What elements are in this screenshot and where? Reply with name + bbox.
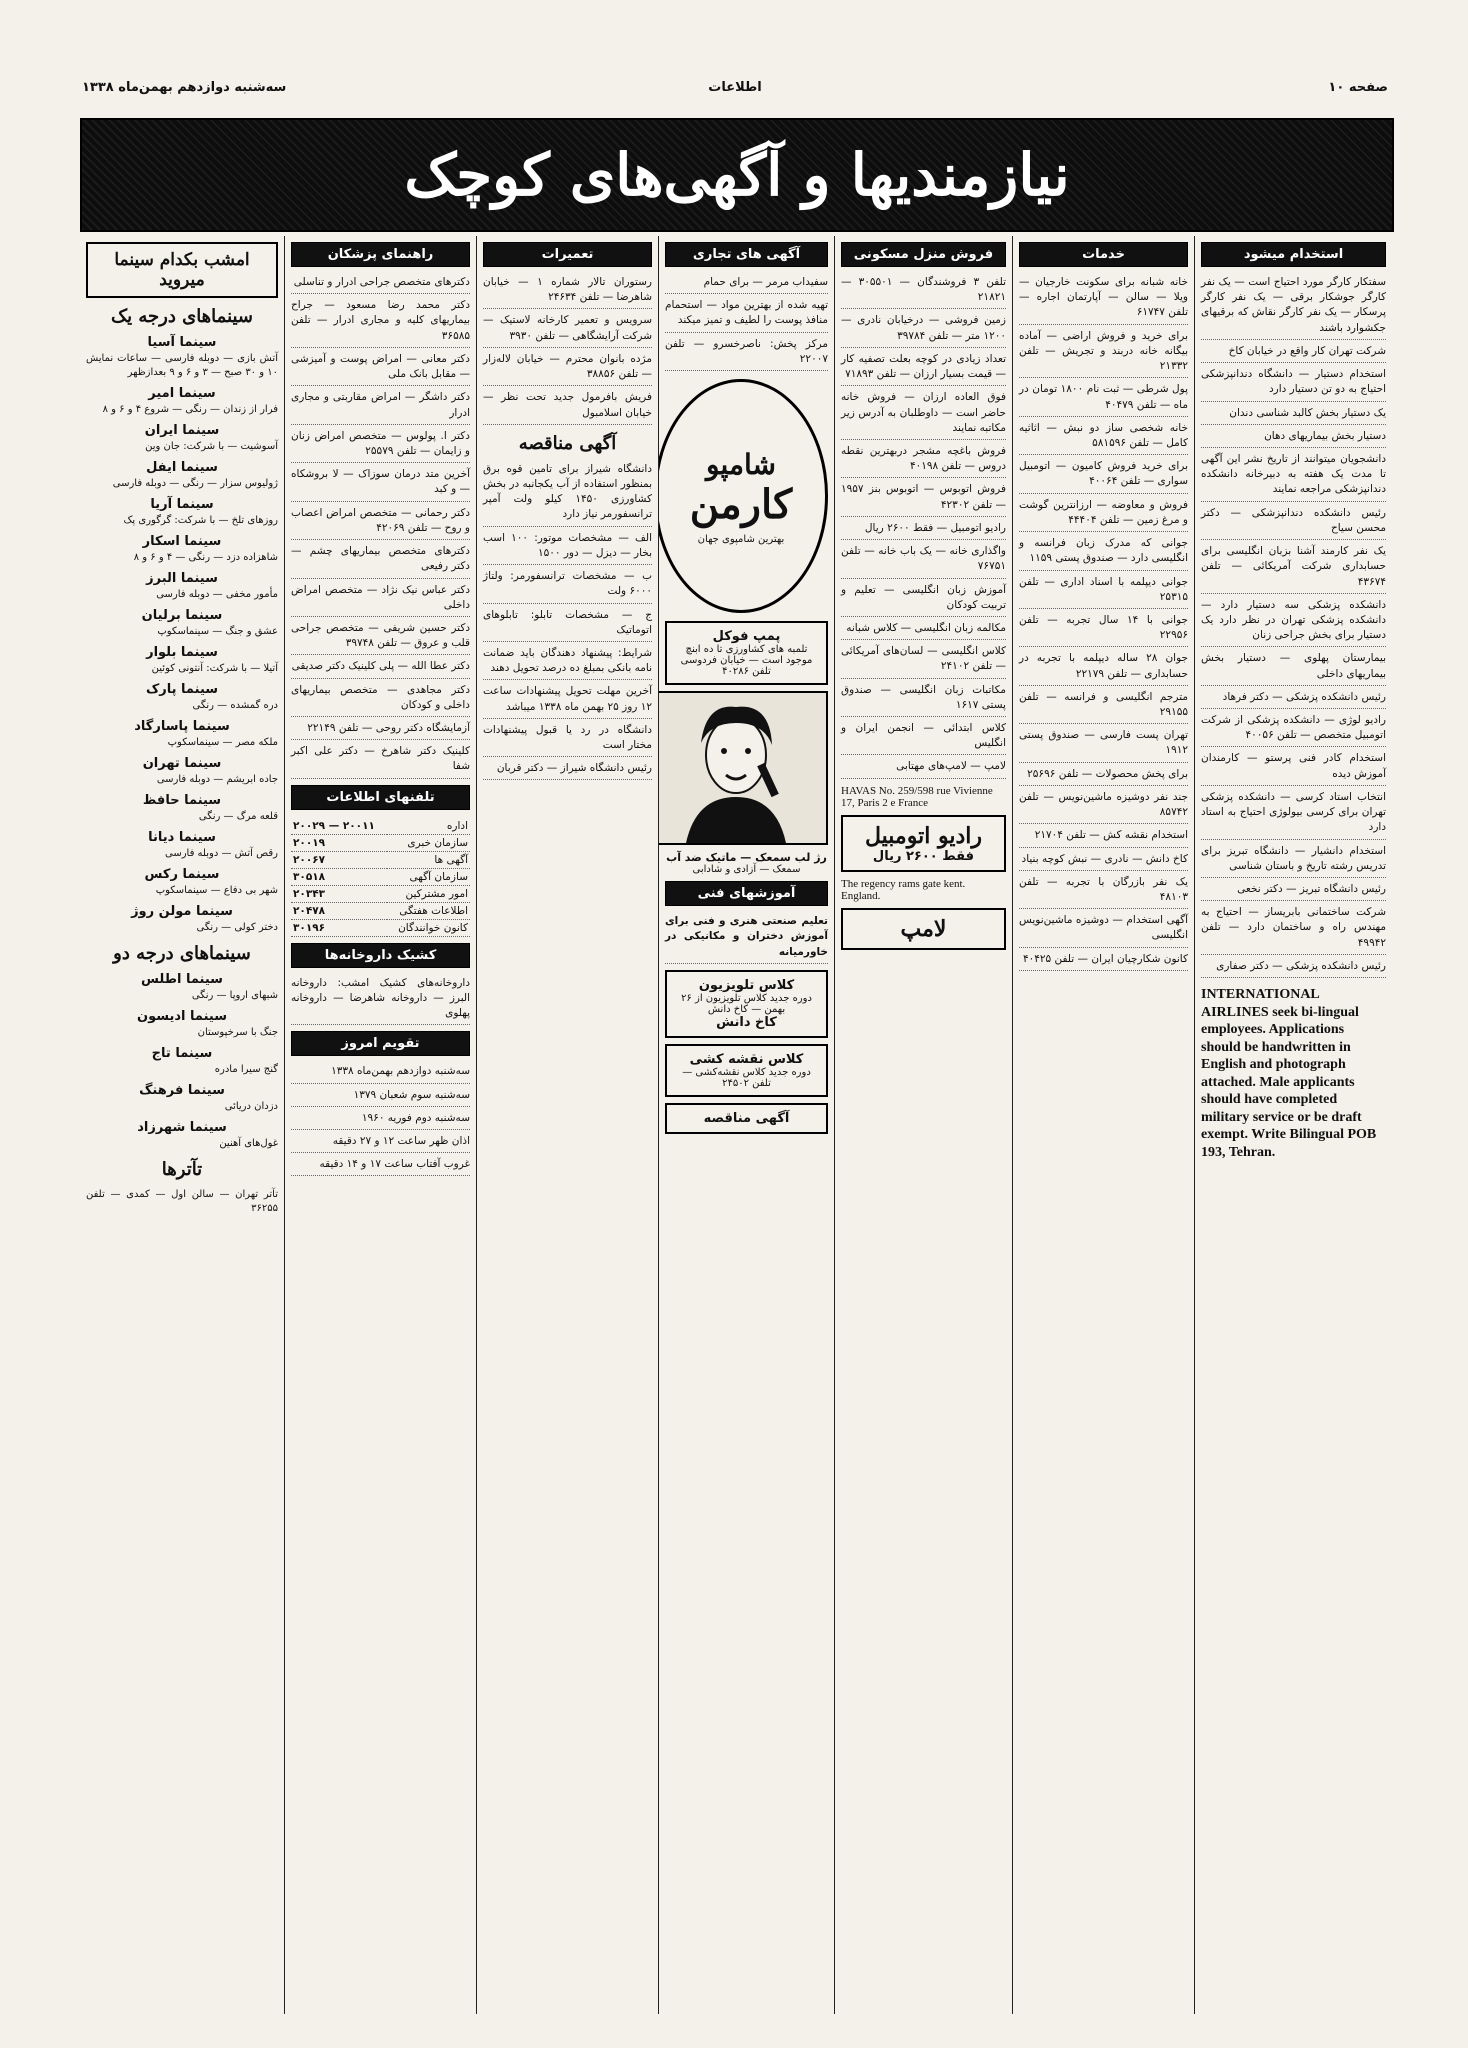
lipstick-ad-tagline: سمعک — آزادی و شادابی — [692, 864, 801, 876]
classified-item: فروش اتوبوس — اتوبوس بنز ۱۹۵۷ — تلفن ۴۲۳۰۲ — [841, 482, 1006, 516]
phone-label: کانون خوانندگان — [387, 919, 470, 936]
phone-label: اطلاعات هفتگی — [387, 902, 470, 919]
classified-item: انتخاب استاد کرسی — دانشکده پزشکی تهران برای کرسی بیولوژی احتیاج به استاد دارد — [1201, 790, 1386, 840]
classified-item: آزمایشگاه دکتر روحی — تلفن ۲۲۱۴۹ — [291, 721, 470, 740]
radio-ad — [841, 815, 1006, 872]
classified-item: رئیس دانشکده پزشکی — دکتر صفاری — [1201, 959, 1386, 978]
classified-item: شرکت تهران کار واقع در خیابان کاخ — [1201, 344, 1386, 363]
classified-item: کانون شکارچیان ایران — تلفن ۴۰۴۲۵ — [1019, 952, 1188, 971]
cinema-name: سینما مولن روژ — [131, 904, 233, 919]
banner-title: نیازمندیها و آگهی‌های کوچک — [404, 141, 1070, 209]
cinema-showtimes: آتیلا — با شرکت: آنتونی کوئین — [151, 663, 278, 674]
english-ad: INTERNATIONAL AIRLINES seek bi-lingual employees. Applications should be handwritten in English and photograph attached. Male applicants should have completed military service or be draft exempt. Write Bilingual POB 193, Tehran. — [1201, 987, 1377, 1160]
phones-table-body — [291, 818, 470, 937]
column-heading: آگهی های تجاری — [665, 242, 828, 267]
second-class-heading: سینماهای درجه دو — [113, 943, 251, 964]
cinema-showtimes: دره گمشده — رنگی — [192, 700, 278, 711]
cinema-list — [86, 335, 278, 935]
cinema-showtimes: جاده ابریشم — دوبله فارسی — [156, 774, 278, 785]
classified-item: دکتر مجاهدی — متخصص بیماریهای داخلی و کودکان — [291, 683, 470, 717]
pump-ad-title: پمپ فوکل — [712, 629, 781, 645]
cinema-showtimes: جنگ با سرخپوستان — [197, 1027, 278, 1038]
cinema-name: سینما ادیسون — [136, 1009, 227, 1024]
training-heading: آموزشهای فنی — [665, 881, 828, 906]
phone-number: ۳۰۵۱۸ — [291, 868, 387, 885]
classified-item: رئیس دانشگاه تبریز — دکتر نخعی — [1201, 882, 1386, 901]
classified-item: شرایط: پیشنهاد دهندگان باید ضمانت نامه بانکی بمبلغ ده درصد تحویل دهند — [483, 646, 652, 680]
pump-ad-text: تلمبه های کشاورزی تا ده ابنچ موجود است — خیابان فردوسی — [680, 644, 813, 667]
column-heading: راهنمای پزشکان — [291, 242, 470, 267]
cinema-showtimes: شاهزاده دزد — رنگی — ۴ و ۶ و ۸ — [133, 552, 278, 563]
classified-item: ج — مشخصات تابلو: تابلوهای اتوماتیک — [483, 608, 652, 642]
cinema-name: سینما ایفل — [146, 460, 218, 475]
classified-item: تعداد زیادی در کوچه بعلت تصفیه کار — قیمت بسیار ارزان — تلفن ۷۱۸۹۳ — [841, 352, 1006, 386]
classified-item: کلینیک دکتر شاهرخ — دکتر علی اکبر شفا — [291, 744, 470, 778]
cinema-name: سینما برلیان — [141, 608, 223, 623]
phone-number: ۲۰۴۷۸ — [291, 902, 387, 919]
cinema-name: سینما رکس — [144, 867, 220, 882]
cinema-name: سینما فرهنگ — [139, 1083, 225, 1098]
paper-name: اطلاعات — [708, 79, 762, 95]
cinema-showtimes: رقص آتش — دوبله فارسی — [165, 848, 278, 859]
phone-row — [291, 919, 470, 936]
classified-item: رئیس دانشکده دندانپزشکی — دکتر محسن سیاح — [1201, 506, 1386, 540]
classified-item: شرکت ساختمانی بابریساز — احتیاج به مهندس راه و ساختمان دارد — تلفن ۴۹۹۴۲ — [1201, 905, 1386, 955]
cinema-name: سینما پارک — [145, 682, 219, 697]
classified-item: آگهی استخدام — دوشیزه ماشین‌نویس انگلیسی — [1019, 913, 1188, 947]
phone-label: اداره — [387, 818, 470, 835]
classified-item: سفیداب مرمر — برای حمام — [665, 275, 828, 294]
classified-item: خانه شبانه برای سکونت خارجیان — ویلا — سالن — آپارتمان اجاره — تلفن ۶۱۷۴۷ — [1019, 275, 1188, 325]
column-items — [291, 275, 470, 779]
cinema-showtimes: عشق و جنگ — سینماسکوپ — [157, 626, 278, 637]
column-cinemas — [80, 236, 284, 2014]
classified-item: سرویس و تعمیر کارخانه لاستیک — شرکت آرایشگاهی — تلفن ۳۹۳۰ — [483, 313, 652, 347]
classified-item: برای خرید فروش کامیون — اتومبیل سواری — تلفن ۴۰۰۶۴ — [1019, 459, 1188, 493]
cinema-showtimes: روزهای تلخ — با شرکت: گرگوری پک — [123, 515, 278, 526]
shampoo-word: شامپو — [706, 447, 776, 481]
classified-item: سه‌شنبه دوازدهم بهمن‌ماه ۱۳۳۸ — [291, 1064, 470, 1083]
cinema-showtimes: گنج سیرا مادره — [214, 1064, 278, 1075]
phone-number: ۲۰۰۲۹ — ۲۰۰۱۱ — [291, 818, 387, 835]
classified-item: الف — مشخصات موتور: ۱۰۰ اسب بخار — دیزل — دور ۱۵۰۰ — [483, 531, 652, 565]
cinema-showtimes: آسوشیت — با شرکت: جان وین — [145, 441, 278, 452]
classified-item: فروش و معاوضه — ارزانترین گوشت و مرغ زمین — تلفن ۴۴۴۰۴ — [1019, 498, 1188, 532]
issue-date: سه‌شنبه دوازدهم بهمن‌ماه ۱۳۳۸ — [82, 79, 287, 95]
calendar-items — [291, 1064, 470, 1176]
phone-row — [291, 834, 470, 851]
columns-container — [80, 236, 1392, 2014]
phones-heading: تلفنهای اطلاعات — [291, 785, 470, 810]
woman-portrait-icon — [658, 693, 826, 843]
pump-ad — [665, 621, 828, 685]
cinema-name: سینما تاج — [151, 1046, 213, 1061]
classified-item: دکترهای متخصص جراحی ادرار و تناسلی — [291, 275, 470, 294]
classified-item: جوانی دیپلمه با اسناد اداری — تلفن ۲۵۳۱۵ — [1019, 575, 1188, 609]
classified-item: مرکز پخش: ناصرخسرو — تلفن ۲۲۰۰۷ — [665, 337, 828, 371]
classified-item: رئیس دانشکده پزشکی — دکتر فرهاد — [1201, 690, 1386, 709]
mapping-class-ad — [665, 1044, 828, 1097]
column-tender — [476, 236, 658, 2014]
regency-address: The regency rams gate kent. England. — [841, 877, 966, 902]
classified-item: دکتر معانی — امراض پوست و آمیزشی — مقابل بانک ملی — [291, 352, 470, 386]
column-heading: خدمات — [1019, 242, 1188, 267]
phone-row — [291, 902, 470, 919]
classified-item: جوان ۲۸ ساله دیپلمه با تجربه در حسابداری — تلفن ۲۲۱۷۹ — [1019, 651, 1188, 685]
second-cinema-list — [86, 972, 278, 1151]
column-real-estate — [834, 236, 1012, 2014]
lipstick-ad-image — [658, 691, 828, 845]
classified-item: استخدام نقشه کش — تلفن ۲۱۷۰۴ — [1019, 828, 1188, 847]
column-heading: استخدام میشود — [1201, 242, 1386, 267]
phone-row — [291, 851, 470, 868]
classified-item: دستیار بخش بیماریهای دهان — [1201, 429, 1386, 448]
classified-item: دکتر داشگر — امراض مقاربتی و مجاری ادرار — [291, 390, 470, 424]
phone-label: سازمان خبری — [387, 834, 470, 851]
classified-item: سه‌شنبه سوم شعبان ۱۳۷۹ — [291, 1088, 470, 1107]
classified-item: رئیس دانشگاه شیراز — دکتر قربان — [483, 761, 652, 780]
classified-item: دکتر عطا الله — پلی کلینیک دکتر صدیقی — [291, 659, 470, 678]
classified-item: دکتر ا. پولوس — متخصص امراض زنان و زایمان — تلفن ۲۵۵۷۹ — [291, 429, 470, 463]
night-pharmacy-text: داروخانه‌های کشیک امشب: داروخانه البرز — داروخانه شاهرضا — داروخانه پهلوی — [291, 976, 470, 1026]
phone-number: ۲۰۰۶۷ — [291, 851, 387, 868]
column-commercial — [658, 236, 834, 2014]
classified-item: تلفن ۳ فروشندگان — ۳۰۵۵۰۱ — ۲۱۸۲۱ — [841, 275, 1006, 309]
classified-item: جوانی با ۱۴ سال تجربه — تلفن ۲۲۹۵۶ — [1019, 613, 1188, 647]
cinema-showtimes: مأمور مخفی — دوبله فارسی — [156, 589, 278, 600]
tender-items — [483, 462, 652, 781]
column-heading: تعمیرات — [483, 242, 652, 267]
phone-row — [291, 868, 470, 885]
night-pharmacy-heading: کشیک داروخانه‌ها — [291, 943, 470, 968]
tender-notice-ad — [665, 1103, 828, 1134]
lipstick-ad-caption: رژ لب سمعک — ماتیک ضد آب — [666, 851, 827, 865]
cinema-name: سینما بلوار — [146, 645, 218, 660]
classified-item: مکالمه زبان انگلیسی — کلاس شبانه — [841, 621, 1006, 640]
cinema-name: سینما ایران — [144, 423, 220, 438]
phone-row — [291, 885, 470, 902]
cinema-name: سینما اطلس — [141, 972, 223, 987]
radio-ad-price: فقط ۲۶۰۰ ریال — [872, 848, 975, 864]
cinema-name: سینما امیر — [148, 386, 216, 401]
classified-item: استخدام دانشیار — دانشگاه تبریز برای تدریس رشته تاریخ و باستان شناسی — [1201, 844, 1386, 878]
classified-item: لامپ — لامپ‌های مهتابی — [841, 759, 1006, 778]
classified-item: فوق العاده ارزان — فروش خانه حاضر است — داوطلبان به آدرس زیر مکاتبه نمایند — [841, 390, 1006, 440]
classified-item: یک نفر بازرگان با تجربه — تلفن ۴۸۱۰۳ — [1019, 875, 1188, 909]
classified-item: جوانی که مدرک زبان فرانسه و انگلیسی دارد — صندوق پستی ۱۱۵۹ — [1019, 536, 1188, 570]
cinema-name: سینما حافظ — [142, 793, 222, 808]
classified-item: دکترهای متخصص بیماریهای چشم — دکتر رفیعی — [291, 544, 470, 578]
column-items — [1019, 275, 1188, 971]
calendar-heading: تقویم امروز — [291, 1031, 470, 1056]
mapping-class-text: دوره جدید کلاس نقشه‌کشی — تلفن ۲۴۵۰۲ — [682, 1066, 811, 1089]
cinema-showtimes: دختر کولی — رنگی — [196, 922, 278, 933]
theatre-text: تآتر تهران — سالن اول — کمدی — تلفن ۳۶۲۵۵ — [86, 1189, 278, 1214]
lamp-ad — [841, 908, 1006, 950]
classified-item: دانشگاه شیراز برای تامین قوه برق بمنظور استفاده از آب یکجانبه در بخش کشاورزی ۱۴۵۰ کیلو ولت آمپر ترانسفورمر نیاز دارد — [483, 462, 652, 527]
classified-item: دانشکده پزشکی سه دستیار دارد — دانشکده پزشکی تهران در نظر دارد یک دستیار برای بخش جراحی زنان — [1201, 598, 1386, 648]
column-services — [1012, 236, 1194, 2014]
cinema-showtimes: شبهای اروپا — رنگی — [191, 990, 278, 1001]
cinema-name: سینما آریا — [150, 497, 214, 512]
cinema-name: سینما آسیا — [147, 335, 217, 350]
classified-item: دکتر حسین شریفی — متخصص جراحی قلب و عروق — تلفن ۳۹۷۴۸ — [291, 621, 470, 655]
classified-item: اذان ظهر ساعت ۱۲ و ۲۷ دقیقه — [291, 1134, 470, 1153]
cinema-name: سینما اسکار — [142, 534, 222, 549]
phone-number: ۲۰۰۱۹ — [291, 834, 387, 851]
classified-item: دکتر محمد رضا مسعود — جراح بیماریهای کلیه و مجاری ادرار — تلفن ۳۶۵۸۵ — [291, 298, 470, 348]
column-items — [1201, 275, 1386, 978]
phone-label: امور مشترکین — [387, 885, 470, 902]
cinema-showtimes: دزدان دریائی — [224, 1101, 278, 1112]
classified-item: پول شرطی — ثبت نام ۱۸۰۰ تومان در ماه — تلفن ۴۰۴۷۹ — [1019, 382, 1188, 416]
column-doctors — [284, 236, 476, 2014]
classified-item: دانشجویان میتوانند از تاریخ نشر این آگهی تا مدت یک هفته به دبیرخانه دانشکده دندانپزشکی مراجعه نمایند — [1201, 452, 1386, 502]
classified-item: تهران پست فارسی — صندوق پستی ۱۹۱۲ — [1019, 728, 1188, 762]
classified-item: رستوران تالار شماره ۱ — خیابان شاهرضا — تلفن ۲۴۶۳۴ — [483, 275, 652, 309]
cinema-name: سینما شهرزاد — [137, 1120, 227, 1135]
cinema-showtimes: غول‌های آهنین — [219, 1138, 278, 1149]
radio-ad-title: رادیو اتومبیل — [864, 822, 982, 849]
lamp-ad-title: لامپ — [900, 915, 947, 942]
cinema-showtimes: آتش بازی — دوبله فارسی — ساعات نمایش ۱۰ و ۳۰ صبح — ۳ و ۶ و ۹ بعدازظهر — [86, 353, 278, 378]
classified-item: رادیو اتومبیل — فقط ۲۶۰۰ ریال — [841, 521, 1006, 540]
classified-item: کاخ دانش — نادری — نبش کوچه بنیاد — [1019, 852, 1188, 871]
phone-label: سازمان آگهی — [387, 868, 470, 885]
classified-item: مکاتبات زبان انگلیسی — صندوق پستی ۱۶۱۷ — [841, 683, 1006, 717]
pump-ad-phone: تلفن ۴۰۲۸۶ — [722, 666, 771, 678]
classified-item: جند نفر دوشیزه ماشین‌نویس — تلفن ۸۵۷۴۲ — [1019, 790, 1188, 824]
classified-item: دکتر عباس نیک نژاد — متخصص امراض داخلی — [291, 583, 470, 617]
classified-item: آموزش زبان انگلیسی — تعلیم و تربیت کودکان — [841, 583, 1006, 617]
classified-item: یک دستیار بخش کالبد شناسی دندان — [1201, 406, 1386, 425]
classified-item: مژده بانوان محترم — خیابان لاله‌زار — تلفن ۳۸۸۵۶ — [483, 352, 652, 386]
classified-item: آخرین مهلت تحویل پیشنهادات ساعت ۱۲ روز ۲۵ بهمن ماه ۱۳۳۸ میباشد — [483, 684, 652, 718]
classified-item: بیمارستان پهلوی — دستیار بخش بیماریهای داخلی — [1201, 651, 1386, 685]
tender-heading: آگهی مناقصه — [518, 432, 617, 454]
classified-item: تهیه شده از بهترین مواد — استحمام منافذ پوست را لطیف و تمیز میکند — [665, 298, 828, 332]
phones-table — [291, 818, 470, 937]
classified-item: دانشگاه در رد یا قبول پیشنهادات مختار است — [483, 723, 652, 757]
classified-item: غروب آفتاب ساعت ۱۷ و ۱۴ دقیقه — [291, 1157, 470, 1176]
phone-row — [291, 818, 470, 835]
cinema-showtimes: ملکه مصر — سینماسکوپ — [167, 737, 278, 748]
classified-item: سه‌شنبه دوم فوریه ۱۹۶۰ — [291, 1111, 470, 1130]
mapping-class-title: کلاس نقشه کشی — [689, 1051, 804, 1067]
havas-address: HAVAS No. 259/598 rue Vivienne 17, Paris 2 e France — [841, 784, 993, 809]
classified-item: آخرین متد درمان سوزاک — لا بروشکاه — و کبد — [291, 467, 470, 501]
cinema-showtimes: قلعه مرگ — رنگی — [198, 811, 278, 822]
section-banner — [80, 118, 1394, 232]
tender-notice-title: آگهی مناقصه — [703, 1110, 790, 1126]
shampoo-tagline: بهترین شامپوی جهان — [697, 533, 785, 545]
page-number: صفحه ۱۰ — [1328, 79, 1388, 95]
shampoo-brand: کارمن — [689, 480, 793, 528]
classified-item: سفتکار کارگر مورد احتیاج است — یک نفر کارگر جوشکار برقی — یک نفر کارگر پرسکار — یک نفر کارگر نقاش که برقیهای جکشوارد باشند — [1201, 275, 1386, 340]
classified-item: خانه شخصی ساز دو نبش — اثاثیه کامل — تلفن ۵۸۱۵۹۶ — [1019, 421, 1188, 455]
classified-item: کلاس ابتدائی — انجمن ایران و انگلیس — [841, 721, 1006, 755]
classified-item: فریش بافرمول جدید تحت نظر — خیابان اسلامبول — [483, 390, 652, 424]
classified-item: زمین فروشی — درخیابان نادری — ۱۲۰۰ متر — تلفن ۳۹۷۸۴ — [841, 313, 1006, 347]
tv-class-text: دوره جدید کلاس تلویزیون از ۲۶ بهمن — کاخ دانش — [681, 992, 812, 1015]
column-employment — [1194, 236, 1392, 2014]
classified-item: کلاس انگلیسی — لسان‌های آمریکائی — تلفن ۲۴۱۰۲ — [841, 644, 1006, 678]
first-class-heading: سینماهای درجه یک — [110, 306, 254, 327]
kakh-danesh-label: کاخ دانش — [716, 1014, 777, 1030]
classified-item: مترجم انگلیسی و فرانسه — تلفن ۲۹۱۵۵ — [1019, 690, 1188, 724]
cinema-showtimes: ژولیوس سزار — رنگی — دوبله فارسی — [112, 478, 278, 489]
classified-item: فروش باغچه مشجر دربهترین نقطه دروس — تلفن ۴۰۱۹۸ — [841, 444, 1006, 478]
theatre-heading: تآترها — [161, 1159, 203, 1180]
tv-class-ad — [665, 970, 828, 1038]
cinema-name: سینما البرز — [146, 571, 218, 586]
classified-item: رادیو لوژی — دانشکده پزشکی از شرکت اتومبیل متخصص — تلفن ۴۰۰۵۶ — [1201, 713, 1386, 747]
classified-item: برای پخش محصولات — تلفن ۲۵۶۹۶ — [1019, 767, 1188, 786]
classified-item: دکتر رحمانی — متخصص امراض اعصاب و روح — تلفن ۴۲۰۶۹ — [291, 506, 470, 540]
page-header — [82, 74, 1388, 100]
classified-item: برای خرید و فروش اراضی — آماده بیگانه خانه دربند و تجریش — تلفن ۲۱۳۳۲ — [1019, 329, 1188, 379]
phone-number: ۳۰۱۹۶ — [291, 919, 387, 936]
classified-item: یک نفر کارمند آشنا بزبان انگلیسی برای حسابداری شرکت آمریکائی — تلفن ۴۳۶۷۴ — [1201, 544, 1386, 594]
classified-item: ب — مشخصات ترانسفورمر: ولتاژ ۶۰۰۰ ولت — [483, 569, 652, 603]
cinema-showtimes: شهر بی دفاع — سینماسکوپ — [155, 885, 278, 896]
column-heading: فروش منزل مسکونی — [841, 242, 1006, 267]
column-items — [483, 275, 652, 425]
cinema-name: سینما دیانا — [148, 830, 216, 845]
shampoo-ad — [658, 379, 828, 613]
phone-label: آگهی ها — [387, 851, 470, 868]
phone-number: ۲۰۳۴۳ — [291, 885, 387, 902]
classified-item: استخدام دستیار — دانشگاه دندانپزشکی احتیاج به دو تن دستیار دارد — [1201, 367, 1386, 401]
cinema-name: سینما تهران — [142, 756, 222, 771]
column-items — [665, 275, 828, 371]
cinema-name: سینما پاسارگاد — [134, 719, 230, 734]
training-text: تعلیم صنعتی هنری و فنی برای آموزش دختران و مکانیکی در خاورمیانه — [665, 914, 828, 964]
cinema-showtimes: فرار از زندان — رنگی — شروع ۴ و ۶ و ۸ — [102, 404, 278, 415]
column-items — [841, 275, 1006, 779]
classified-item: استخدام کادر فنی پرستو — کارمندان آموزش دیده — [1201, 751, 1386, 785]
classified-item: واگذاری خانه — یک باب خانه — تلفن ۷۶۷۵۱ — [841, 544, 1006, 578]
tv-class-title: کلاس تلویزیون — [698, 977, 795, 993]
tonight-heading: امشب بکدام سینما میروید — [86, 242, 278, 298]
